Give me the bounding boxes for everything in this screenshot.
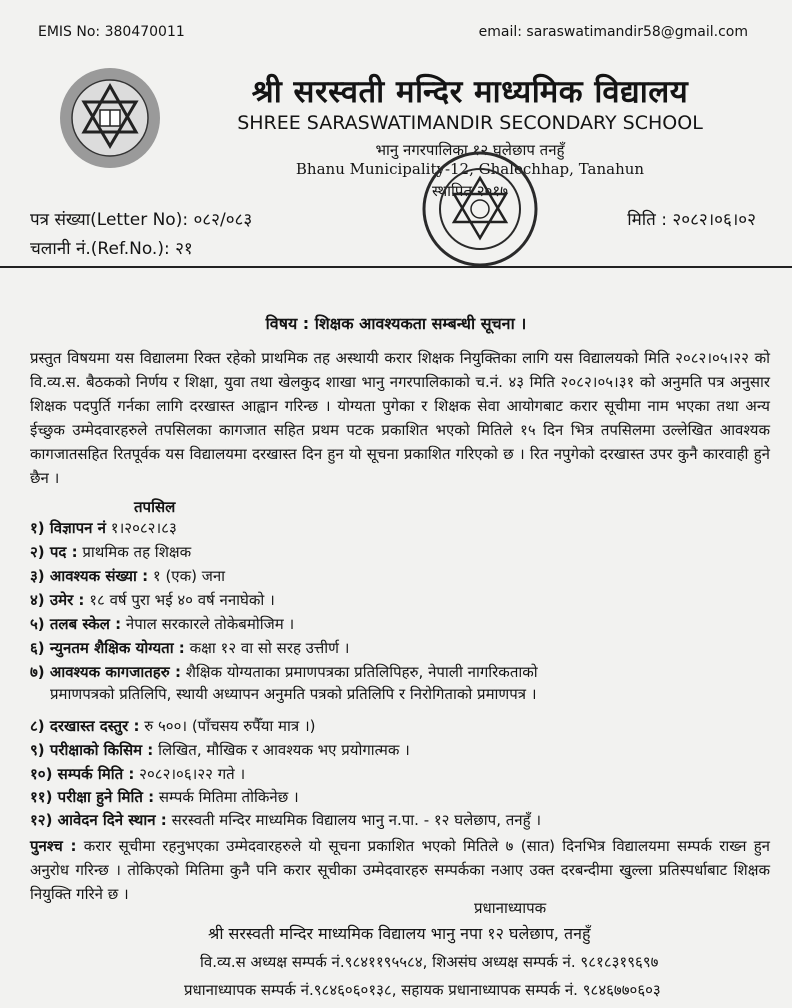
established-year: स्थापित २०१७: [432, 182, 508, 200]
list-item: ३) आवश्यक संख्या : १ (एक) जना: [30, 567, 226, 585]
signatory-title: प्रधानाध्यापक: [474, 899, 547, 917]
reference-number: चलानी नं.(Ref.No.): २१: [30, 239, 193, 259]
details-heading: तपसिल: [134, 498, 176, 516]
signatory-school: श्री सरस्वती मन्दिर माध्यमिक विद्यालय भानु नपा १२ घलेछाप, तनहुँ: [208, 924, 591, 943]
issue-date: मिति : २०८२।०६।०२: [627, 210, 756, 230]
contact-line-1: वि.व्य.स अध्यक्ष सम्पर्क नं.९८४११९५५८४, शिअसंघ अध्यक्ष सम्पर्क नं. ९८१८३१९६९७: [200, 953, 659, 971]
school-stamp: [421, 150, 539, 268]
list-item: ४) उमेर : १८ वर्ष पुरा भई ४० वर्ष ननाघेको ।: [30, 591, 275, 609]
notice-intro-paragraph: प्रस्तुत विषयमा यस विद्यालमा रिक्त रहेको प्राथमिक तह अस्थायी करार शिक्षक नियुक्तिका लागि यस विद्यालयको मिति २०८२।०५।२२ को वि.व्य.स. बैठकको निर्णय र शिक्षा, युवा तथा खेलकुद शाखा भानु नगरपालिकाको च.नं. ४३ मिति २०८२।०५।३१ को अनुमति पत्र अनुसार शिक्षक पदपुर्ति गर्नका लागि दरखास्त आह्वान गरिन्छ । योग्यता पुगेका र शिक्षक सेवा आयोगबाट करार सूचीमा नाम भएका तथा अन्य ईच्छुक उम्मेदवारहरुले तपसिलका कागजात सहित प्रथम पटक प्रकाशित भएको मितिले १५ दिन भित्र तपसिलमा उल्लेखित आवश्यक कागजातसहित रितपूर्वक यस विद्यालयमा दरखास्त दिन हुन यो सूचना प्रकाशित गरिएको छ । रित नपुगेको दरखास्त उपर कुनै कारवाही हुने छैन ।: [30, 349, 770, 487]
school-logo: [58, 66, 162, 170]
list-item: २) पद : प्राथमिक तह शिक्षक: [30, 543, 192, 561]
school-name-nepali: श्री सरस्वती मन्दिर माध्यमिक विद्यालय: [251, 74, 689, 110]
school-address-nepali: भानु नगरपालिका १२ घलेछाप तनहुँ: [375, 141, 565, 159]
emis-number: EMIS No: 380470011: [38, 24, 185, 40]
postscript-paragraph: पुनश्च : करार सूचीमा रहनुभएका उम्मेदवारहरुले यो सूचना प्रकाशित भएको मितिले ७ (सात) दिनभित्र विद्यालयमा सम्पर्क राख्न हुन अनुरोध गरिन्छ । तोकिएको मितिमा कुनै पनि करार सूचीका उम्मेदवारहरु सम्पर्कका नआए उक्त दरबन्दीमा खुल्ला प्रतिस्पर्धाबाट शिक्षक नियुक्ति गरिने छ ।: [30, 837, 770, 903]
list-item: ६) न्युनतम शैक्षिक योग्यता : कक्षा १२ वा सो सरह उत्तीर्ण ।: [30, 639, 350, 657]
list-item: ५) तलब स्केल : नेपाल सरकारले तोकेबमोजिम ।: [30, 615, 295, 633]
contact-line-2: प्रधानाध्यापक सम्पर्क नं.९८४६०६०१३८, सहायक प्रधानाध्यापक सम्पर्क नं. ९८४६७७०६०३: [184, 981, 661, 999]
school-name-english: SHREE SARASWATIMANDIR SECONDARY SCHOOL: [237, 112, 703, 134]
notice-subject: विषय : शिक्षक आवश्यकता सम्बन्धी सूचना ।: [265, 314, 527, 333]
list-item: ११) परीक्षा हुने मिति : सम्पर्क मितिमा तोकिनेछ ।: [30, 788, 299, 806]
list-item: १२) आवेदन दिने स्थान : सरस्वती मन्दिर माध्यमिक विद्यालय भानु न.पा. - १२ घलेछाप, तनहुँ ।: [30, 811, 542, 829]
list-item: ९) परीक्षाको किसिम : लिखित, मौखिक र आवश्यक भए प्रयोगात्मक ।: [30, 741, 410, 759]
list-item-continuation: प्रमाणपत्रको प्रतिलिपि, स्थायी अध्यापन अनुमति पत्रको प्रतिलिपि र निरोगिताको प्रमाणपत्र ।: [50, 685, 537, 703]
list-item: १०) सम्पर्क मिति : २०८२।०६।२२ गते ।: [30, 765, 246, 783]
list-item: ७) आवश्यक कागजातहरु : शैक्षिक योग्यताका प्रमाणपत्रका प्रतिलिपिहरु, नेपाली नागरिकताको: [30, 663, 538, 681]
list-item: ८) दरखास्त दस्तुर : रु ५००। (पाँचसय रुपैँया मात्र ।): [30, 717, 316, 735]
letter-number: पत्र संख्या(Letter No): ०८२/०८३: [30, 210, 253, 230]
school-address-english: Bhanu Municipality-12, Ghalechhap, Tanahun: [295, 160, 645, 178]
school-email[interactable]: email: saraswatimandir58@gmail.com: [478, 24, 748, 40]
list-item: १) विज्ञापन नं १।२०८२।८३: [30, 519, 177, 537]
header-divider: [0, 266, 792, 268]
